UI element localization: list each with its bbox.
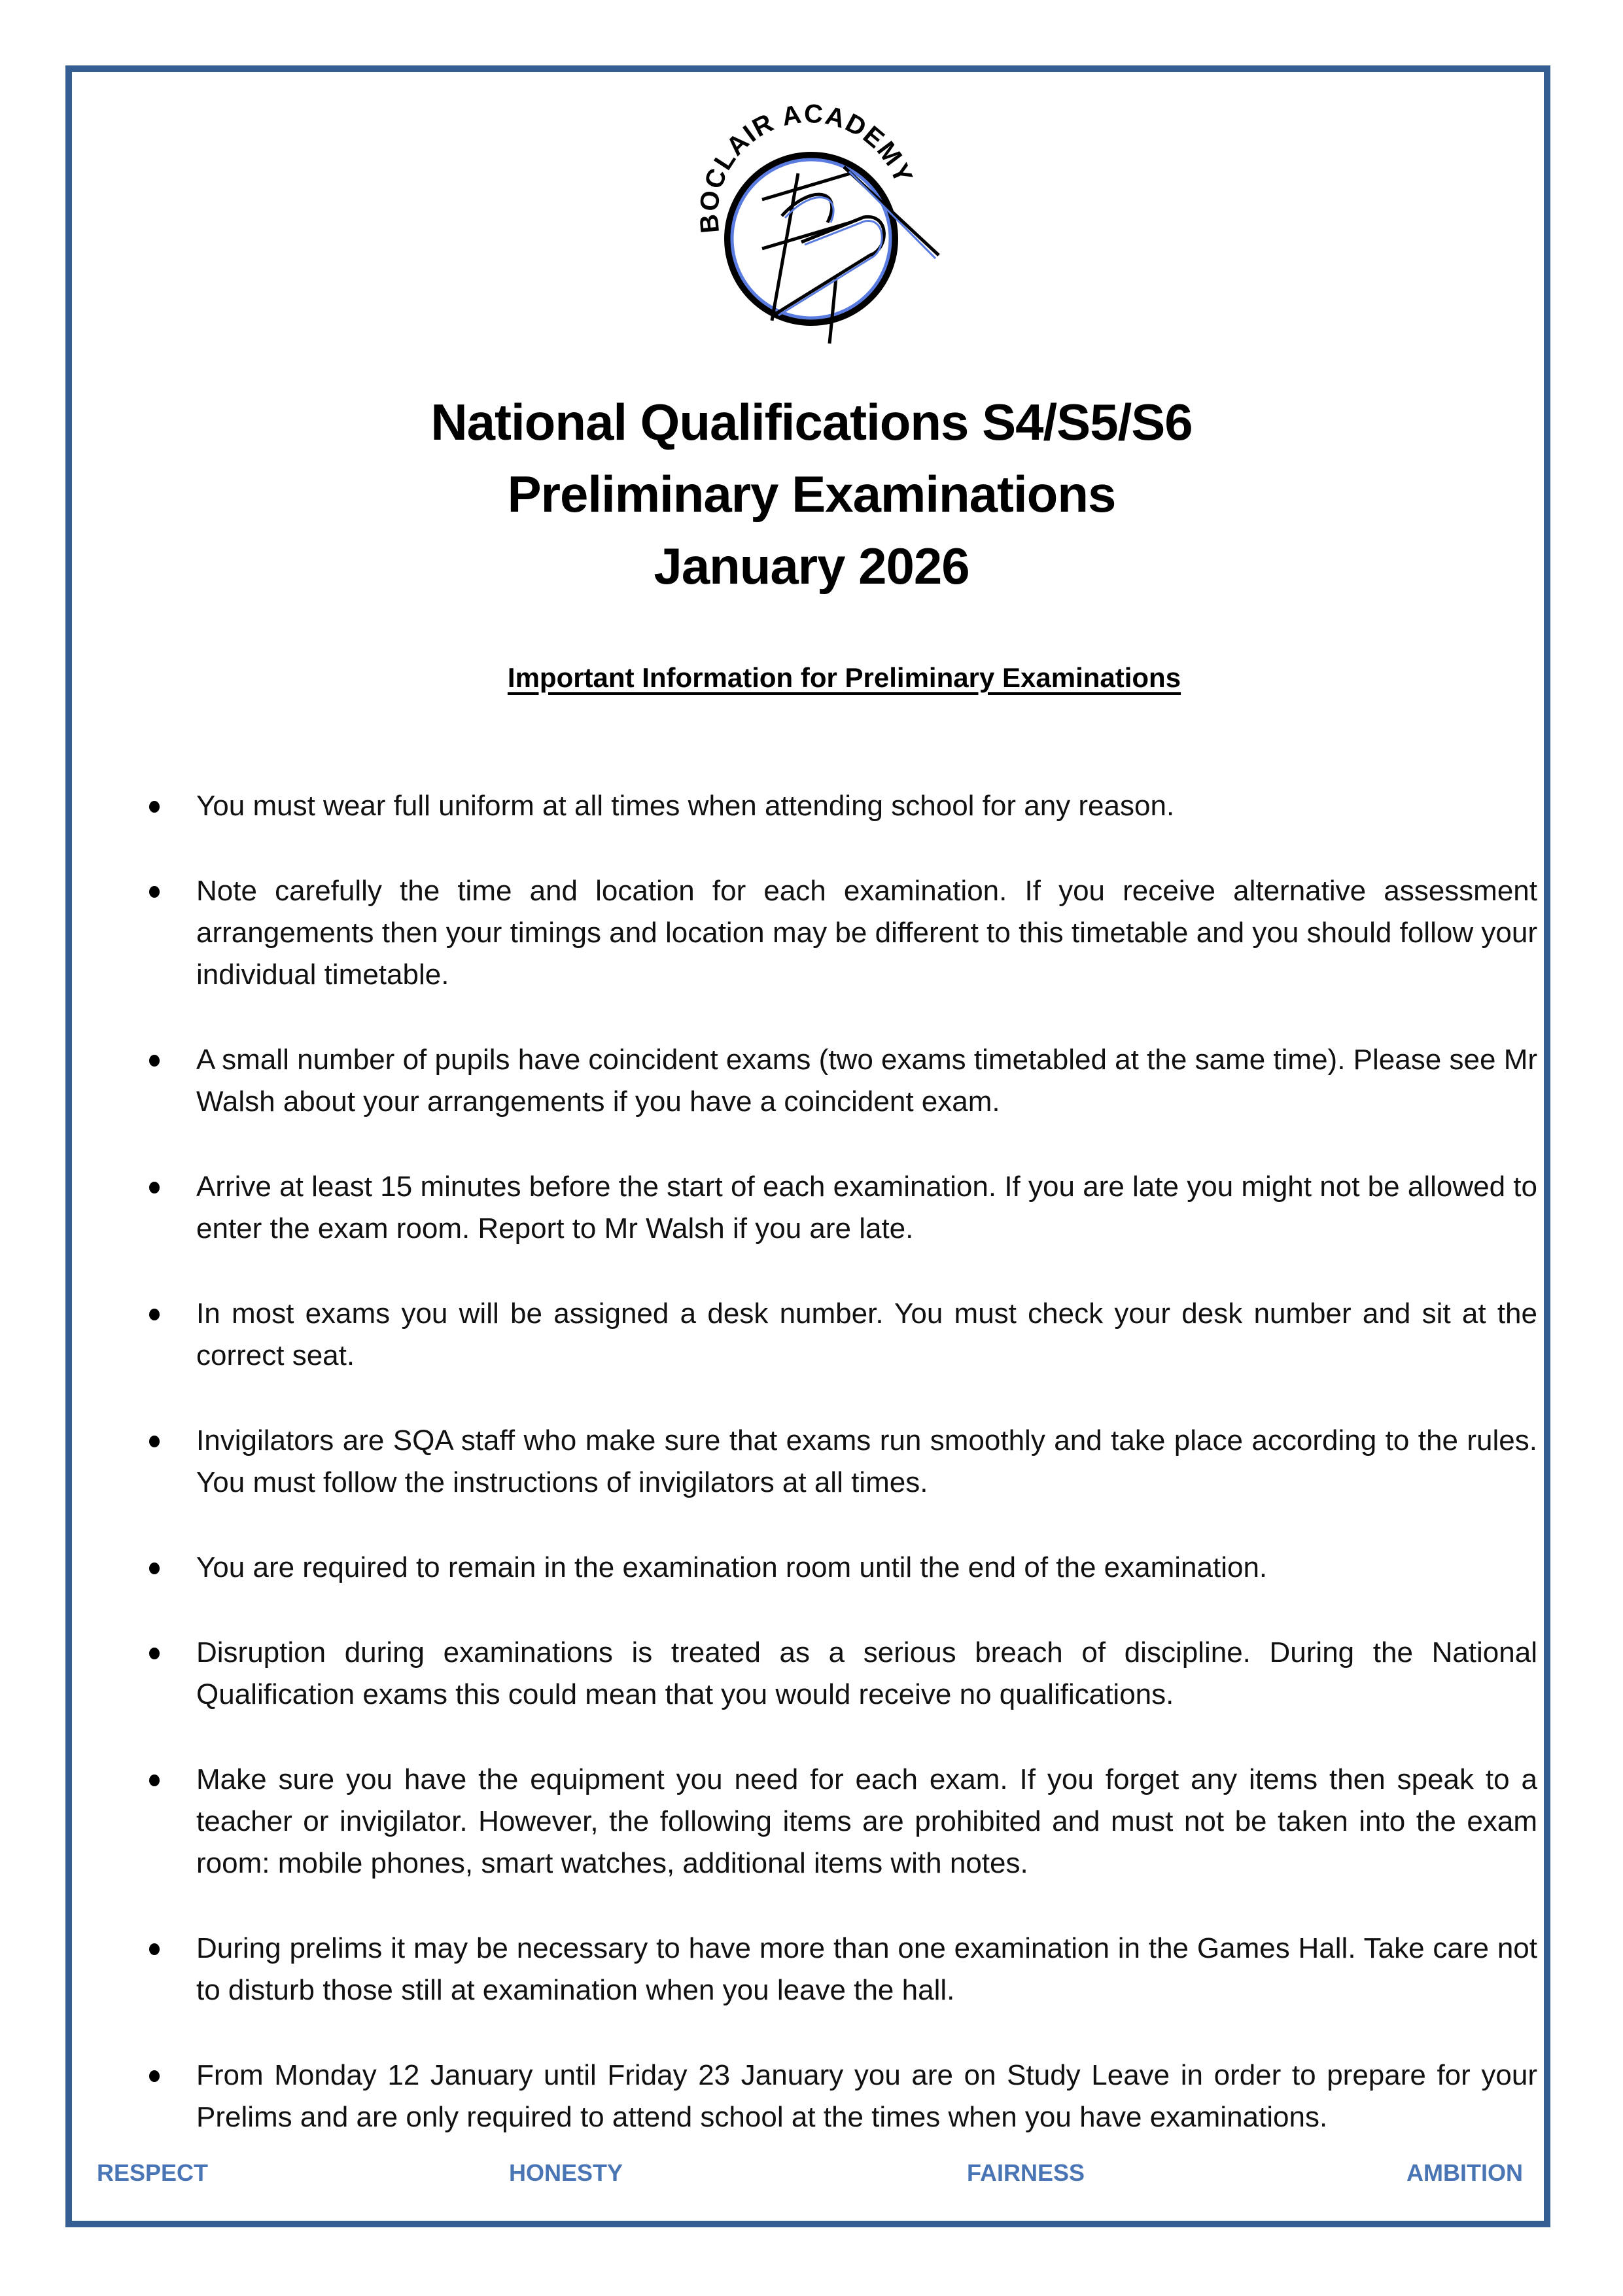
list-item xyxy=(144,1166,1537,1250)
bullet-icon xyxy=(149,1309,160,1320)
bullet-icon xyxy=(149,1775,160,1786)
list-item xyxy=(144,1759,1537,1884)
item-text: Make sure you have the equipment you need for each exam. If you forget any items then speak to a teacher or invigilator. However, the following items are prohibited and must not be taken into the exam room: mobile phones, smart watches, additional items with notes. xyxy=(196,1763,1537,1879)
value-ambition: AMBITION xyxy=(1406,2159,1523,2186)
school-logo xyxy=(674,98,949,360)
value-respect: RESPECT xyxy=(97,2159,209,2186)
list-item xyxy=(144,1039,1537,1123)
footer-values xyxy=(97,2159,1523,2192)
information-list xyxy=(144,785,1537,2181)
item-text: Arrive at least 15 minutes before the start of each examination. If you are late you might not be allowed to enter the exam room. Report to Mr Walsh if you are late. xyxy=(196,1171,1537,1245)
bullet-icon xyxy=(149,1436,160,1447)
bullet-icon xyxy=(149,886,160,898)
bullet-icon xyxy=(149,1648,160,1659)
title-line-3: January 2026 xyxy=(654,537,969,595)
item-text: You must wear full uniform at all times when attending school for any reason. xyxy=(196,790,1175,822)
item-text: From Monday 12 January until Friday 23 January you are on Study Leave in order to prepare for your Prelims and are only required to attend school at the times when you have examinations. xyxy=(196,2059,1537,2133)
section-heading: Important Information for Preliminary Examinations xyxy=(507,662,1181,693)
item-text: A small number of pupils have coincident exams (two exams timetabled at the same time). Please see Mr Walsh about your arrangements if you have a coincident exam. xyxy=(196,1044,1537,1118)
value-honesty: HONESTY xyxy=(509,2159,623,2186)
list-item xyxy=(144,785,1537,827)
list-item xyxy=(144,1632,1537,1716)
list-item xyxy=(144,2055,1537,2138)
logo-text: BOCLAIR ACADEMY xyxy=(694,99,918,235)
item-text: During prelims it may be necessary to have more than one examination in the Games Hall. Take care not to disturb those still at examination when you leave the hall. xyxy=(196,1932,1537,2006)
bullet-icon xyxy=(149,1943,160,1955)
list-item xyxy=(144,1928,1537,2011)
title-line-2: Preliminary Examinations xyxy=(507,465,1116,523)
bullet-icon xyxy=(149,1182,160,1193)
list-item xyxy=(144,1547,1537,1589)
bullet-icon xyxy=(149,1563,160,1574)
list-item xyxy=(144,1420,1537,1504)
boclair-academy-logo-icon xyxy=(674,98,949,360)
item-text: In most exams you will be assigned a desk number. You must check your desk number and sit at the correct seat. xyxy=(196,1298,1537,1371)
list-item xyxy=(144,870,1537,996)
item-text: Invigilators are SQA staff who make sure that exams run smoothly and take place according to the rules. You must follow the instructions of invigilators at all times. xyxy=(196,1424,1537,1498)
item-text: You are required to remain in the examination room until the end of the examination. xyxy=(196,1551,1268,1583)
bullet-icon xyxy=(149,801,160,813)
item-text: Note carefully the time and location for each examination. If you receive alternative assessment arrangements then your timings and location may be different to this timetable and you should follow your individual timetable. xyxy=(196,875,1537,991)
list-item xyxy=(144,1293,1537,1377)
bullet-icon xyxy=(149,1055,160,1067)
title-line-1: National Qualifications S4/S5/S6 xyxy=(430,393,1193,451)
value-fairness: FAIRNESS xyxy=(967,2159,1085,2186)
bullet-icon xyxy=(149,2070,160,2082)
item-text: Disruption during examinations is treated as a serious breach of discipline. During the National Qualification exams this could mean that you would receive no qualifications. xyxy=(196,1636,1537,1710)
